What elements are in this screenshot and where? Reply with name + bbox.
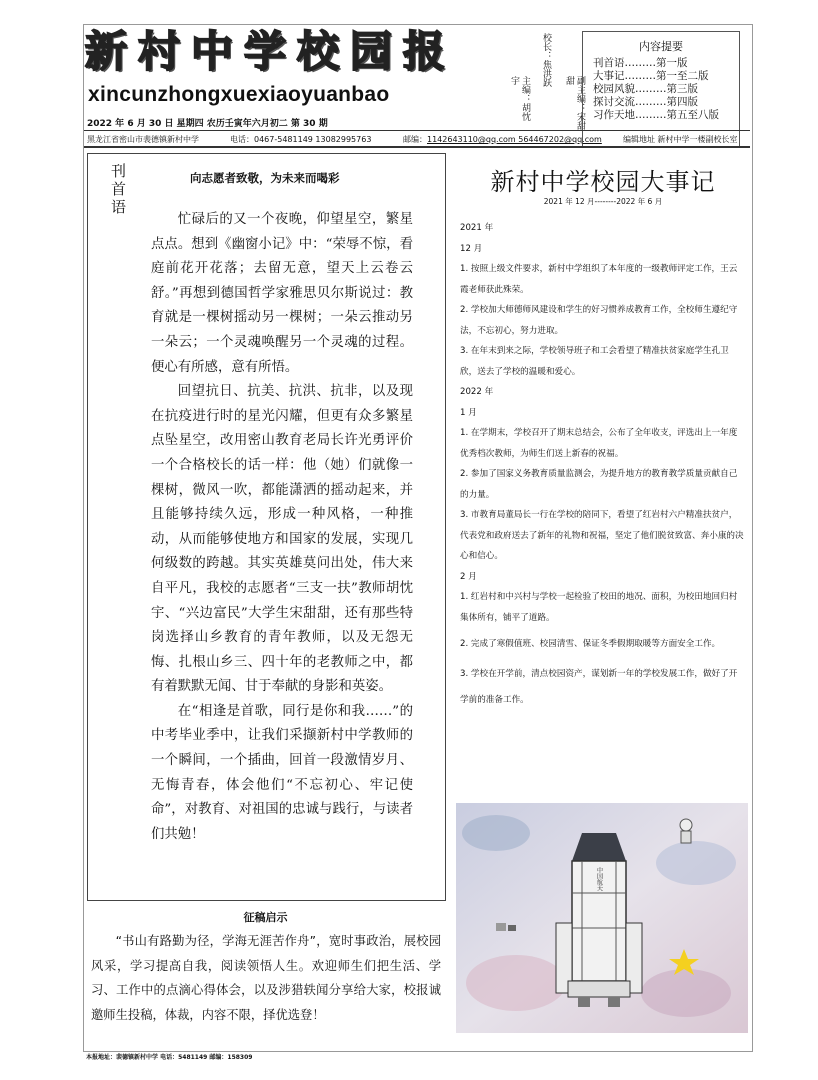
satellite-core [508, 925, 516, 931]
cloud-shape [462, 815, 530, 851]
editorial-paragraph: 回望抗日、抗美、抗洪、抗非，以及现在抗疫进行时的星光闪耀，但更有众多繁星点坠星空，改用密山教育老局长许光勇评价一个合格校长的话一样：他（她）们就像一棵树，微风一吹，都能潇洒的摇动起来，并且能够持续久远，形成一种风格，一种推动，从而能够使地方和国家的发展，实现几何级数的跨越。其实英雄莫问出处，伟大来自平凡，我校的志愿者“三支一扶”教师胡忱宇、“兴边富民”大学生宋甜甜，还有那些特岗选择山乡教育的青年教师，以及无怨无悔、扎根山乡三、四十年的老教师之中，都有着默默无闻、甘于奉献的身影和英姿。 [151, 384, 413, 695]
editorial-paragraph: 在“相逢是首歌，同行是你和我……”的中考毕业季中，让我们采撷新村中学教师的一个瞬间，一个插曲，回首一段激情岁月、无悔青春，体会他们“不忘初心、牢记使命”，对教育、对祖国的忠诚与践行，与读者们共勉！ [151, 703, 413, 842]
contribution-text: “书山有路勤为径，学海无涯苦作舟”，宽时事政治，展校园风采，学习提高自我，阅读领悟人生。欢迎师生们把生活、学习、工作中的点滴心得体会，以及涉猎轶闻分享给大家，校报诚邀师生投稿，体裁，内容不限，择优选登！ [91, 934, 441, 1022]
header-rule-top [84, 130, 750, 131]
rocket-base [568, 981, 630, 997]
rocket-nozzle [608, 997, 620, 1007]
toc-item: 大事记………第一至二版 [593, 70, 709, 82]
info-phone-value: 0467-5481149 13082995763 [254, 135, 372, 144]
astronaut-helmet [680, 819, 692, 831]
event-line: 3. 在年末到来之际，学校领导班子和工会看望了精准扶贫家庭学生孔卫欣，送去了学校的温暖和爱心。 [460, 346, 729, 377]
rocket-drawing [456, 803, 748, 1033]
event-line: 1 月 [460, 407, 477, 418]
header-rule-bottom [84, 146, 750, 148]
astronaut-body [681, 831, 691, 843]
event-line: 12 月 [460, 243, 483, 254]
events-title: 新村中学校园大事记 [490, 168, 716, 196]
rocket-label: 中国航天 [595, 867, 603, 891]
event-line: 2021 年 [460, 223, 494, 233]
editorial-column-label: 刊首语 [109, 163, 127, 217]
info-phone-label: 电话： [230, 135, 254, 144]
info-email-label: 邮编： [403, 135, 427, 144]
info-email-value: 1142643110@qq.com 564467202@qq.com [427, 135, 602, 144]
events-list [460, 218, 744, 713]
dateline: 2022 年 6 月 30 日 星期四 农历壬寅年六月初二 第 30 期 [87, 119, 328, 129]
principal-credit: 校长：焦洪跃 [541, 33, 551, 87]
rocket-nozzle [578, 997, 590, 1007]
cloud-shape [656, 841, 736, 885]
toc-item: 校园风貌………第三版 [593, 83, 698, 95]
editorial-title: 向志愿者致敬，为未来而喝彩 [190, 171, 340, 185]
toc-item: 习作天地………第五至八版 [593, 109, 719, 121]
satellite-panel [496, 923, 506, 931]
deputy-editor-credit: 副主编：宋甜甜 [564, 76, 585, 130]
footer-text: 本报地址：裴德镇新村中学 电话：5481149 邮编：158309 [86, 1054, 253, 1061]
toc-item: 探讨交流………第四版 [593, 96, 698, 108]
event-line: 2. 参加了国家义务教育质量监测会，为提升地方的教育教学质量贡献自己的力量。 [460, 469, 738, 500]
info-phone [230, 134, 371, 145]
event-line: 3. 市教育局董局长一行在学校的陪同下，看望了红岩村六户精准扶贫户，代表党和政府送去了新年的礼物和祝福，坚定了他们脱贫致富、奔小康的决心和信心。 [460, 510, 744, 561]
event-line: 3. 学校在开学前，清点校园资产，谋划新一年的学校发展工作，做好了开学前的准备工作。 [460, 668, 738, 705]
masthead-pinyin: xincunzhongxuexiaoyuanbao [88, 83, 390, 106]
event-line: 2 月 [460, 571, 477, 582]
cloud-shape [641, 969, 731, 1017]
contribution-body [91, 929, 441, 1027]
editorial-body [151, 208, 413, 847]
event-line: 2. 完成了寒假值班、校园清雪、保证冬季假期取暖等方面安全工作。 [460, 639, 721, 649]
event-line: 2022 年 [460, 387, 494, 397]
info-email [403, 134, 602, 145]
masthead-title: 新村中学校园报 [85, 27, 457, 76]
editor-credit: 主编：胡忱宇 [509, 76, 530, 121]
cloud-shape [466, 955, 566, 1011]
event-line: 1. 红岩村和中兴村与学校一起检验了校田的地况、面积，为校田地回归村集体所有，铺平了道路。 [460, 592, 738, 623]
event-line: 2. 学校加大师德师风建设和学生的好习惯养成教育工作，全校师生遵纪守法，不忘初心，努力进取。 [460, 305, 738, 336]
events-subtitle: 2021 年 12 月--------2022 年 6 月 [543, 197, 663, 206]
event-line: 1. 按照上级文件要求，新村中学组织了本年度的一级教师评定工作，王云霞老师获此殊荣。 [460, 264, 738, 295]
toc-title: 内容提要 [639, 40, 683, 53]
event-line: 1. 在学期末，学校召开了期末总结会，公布了全年收支，评选出上一年度优秀档次教师，为师生们送上新春的祝福。 [460, 428, 738, 459]
toc-item: 刊首语………第一版 [593, 57, 688, 69]
info-address: 黑龙江省密山市裴德镇新村中学 [87, 135, 199, 144]
editorial-paragraph: 忙碌后的又一个夜晚，仰望星空，繁星点点。想到《幽窗小记》中：“荣辱不惊，看庭前花开花落；去留无意，望天上云卷云舒。”再想到德国哲学家雅思贝尔斯说过：教育就是一棵树摇动另一棵树；一朵云推动另一朵云；一个灵魂唤醒另一个灵魂的过程。便心有所感，意有所悟。 [151, 212, 413, 375]
info-office: 编辑地址 新村中学一楼副校长室 [623, 135, 738, 144]
contribution-title: 征稿启示 [243, 911, 288, 924]
